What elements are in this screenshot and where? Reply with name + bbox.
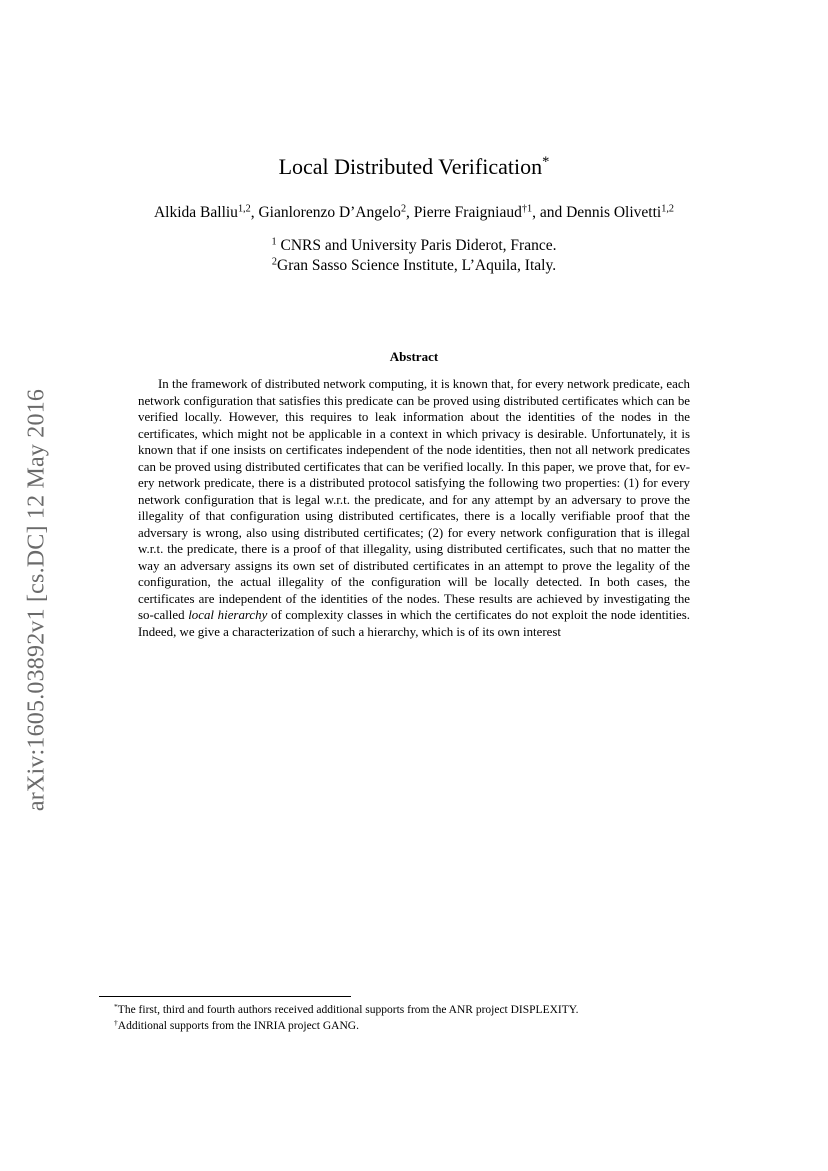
abstract-text: of complexity classes in which the certificates do not exploit the node identities. Indeed, we give a characterization of such a hierarchy, which is of its own interest: [138, 608, 691, 639]
author-list: [0, 202, 828, 224]
paper-title-text: Local Distributed Verification: [278, 154, 543, 179]
author-separator: ,: [250, 204, 259, 221]
author-name: Alkida Balliu: [153, 204, 238, 221]
affiliation-mark: 1: [271, 236, 277, 248]
title-footnote-mark: *: [542, 154, 550, 171]
affiliation-line: [0, 256, 828, 276]
footnote-mark: *: [114, 1001, 118, 1011]
arxiv-side-stamp: arXiv:1605.03892v1 [cs.DC] 12 May 2016: [23, 388, 50, 812]
author-affiliation-mark: 1,2: [237, 203, 251, 215]
footnote-text: Additional supports from the INRIA project GANG.: [117, 1020, 359, 1032]
abstract-body: [138, 376, 690, 640]
author-separator: ,: [406, 204, 414, 221]
author-affiliation-mark: 2: [400, 203, 407, 215]
paper-title: [0, 152, 828, 182]
affiliation-list: [0, 236, 828, 276]
footnote: [114, 1002, 734, 1018]
author-separator: , and: [532, 204, 567, 221]
author-affiliation-mark: †1: [521, 203, 533, 215]
affiliation-mark: 2: [271, 256, 277, 268]
abstract-heading: Abstract: [389, 349, 439, 364]
abstract-emphasis: local hierarchy: [188, 608, 268, 622]
footnotes: [114, 1002, 734, 1034]
affiliation-text: Gran Sasso Science Institute, L’Aquila, Italy.: [277, 257, 557, 274]
author-name: Pierre Fraigniaud: [413, 204, 522, 221]
abstract-text: In the framework of distributed network computing, it is known that, for every network predicate, each network configuration that satisfies this predicate can be proved using distributed certificates which can be verified locally. However, this requires to leak information about the identities of the nodes in the certificates, which might not be applicable in a context in which privacy is desirable. Unfortunately, it is known that if one insists on certificates independent of the node identities, then not all network predicates can be proved using distributed certificates that can be verified locally. In this paper, we prove that, for every network predicate, there is a distributed protocol satisfying the following two properties: (1) for every network configuration that is legal w.r.t. the predicate, and for any attempt by an adversary to prove the illegality of that configuration using distributed certificates, there is a locally verifiable proof that the adversary is wrong, also using distributed certificates; (2) for every network configuration that is illegal w.r.t. the predicate, there is a proof of that illegality, using distributed certificates, such that no matter the way an adversary assigns its own set of distributed certificates in an attempt to prove the legality of the configuration, the actual illegality of the configuration will be locally detected. In both cases, the certificates are independent of the identities of the nodes. These results are achieved by investigating the so-called: [138, 377, 690, 622]
affiliation-line: [0, 236, 828, 256]
footnote-text: The first, third and fourth authors received additional supports from the ANR project DISPLEXITY.: [117, 1004, 579, 1016]
footnote-mark: †: [114, 1017, 118, 1027]
author-affiliation-mark: 1,2: [661, 203, 675, 215]
author-name: Gianlorenzo D’Angelo: [258, 204, 401, 221]
affiliation-text: CNRS and University Paris Diderot, France.: [276, 237, 557, 254]
author-name: Dennis Olivetti: [566, 204, 662, 221]
footnote: [114, 1018, 734, 1034]
footnote-divider: [99, 996, 351, 997]
